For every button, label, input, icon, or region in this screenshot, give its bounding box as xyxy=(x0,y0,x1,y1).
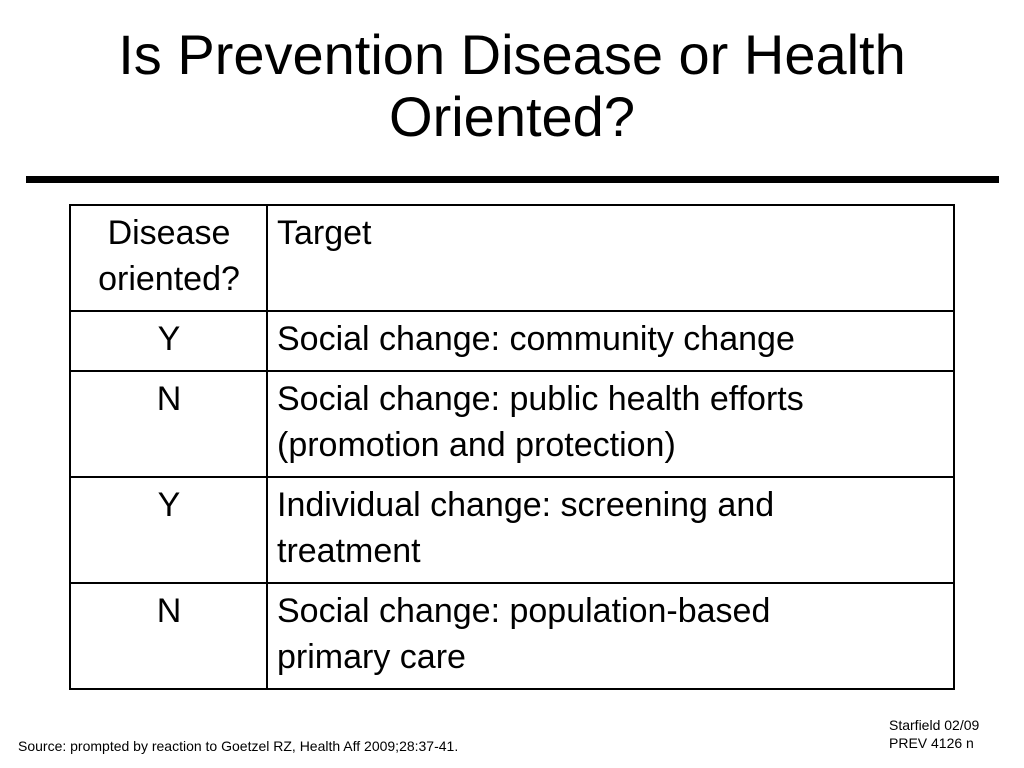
target-line-2: treatment xyxy=(277,532,421,570)
slide-title xyxy=(0,24,1024,148)
prevention-table xyxy=(69,204,955,690)
table-row xyxy=(70,311,954,371)
disease-flag-cell: N xyxy=(70,371,267,477)
target-line-1: Social change: population-based xyxy=(277,592,771,630)
target-cell xyxy=(267,583,954,689)
target-cell xyxy=(267,371,954,477)
table-row xyxy=(70,477,954,583)
header-target: Target xyxy=(267,205,954,311)
header-disease-line-2: oriented? xyxy=(98,260,240,298)
title-line-1: Is Prevention Disease or Health xyxy=(118,23,906,86)
table-row xyxy=(70,583,954,689)
table-row xyxy=(70,371,954,477)
source-note: Source: prompted by reaction to Goetzel RZ, Health Aff 2009;28:37-41. xyxy=(18,738,459,754)
target-line-2: (promotion and protection) xyxy=(277,426,676,464)
table-header-row xyxy=(70,205,954,311)
target-cell xyxy=(267,311,954,371)
target-line-2: primary care xyxy=(277,638,466,676)
header-disease-oriented xyxy=(70,205,267,311)
target-line-1: Social change: community change xyxy=(277,320,795,358)
footer-ref-line-2: PREV 4126 n xyxy=(889,735,974,751)
target-line-1: Individual change: screening and xyxy=(277,486,775,524)
disease-flag-cell: Y xyxy=(70,311,267,371)
title-line-2: Oriented? xyxy=(389,85,635,148)
footer-ref-line-1: Starfield 02/09 xyxy=(889,717,980,733)
disease-flag-cell: Y xyxy=(70,477,267,583)
title-divider xyxy=(26,176,999,183)
target-cell xyxy=(267,477,954,583)
target-line-1: Social change: public health efforts xyxy=(277,380,804,418)
header-disease-line-1: Disease xyxy=(107,214,231,252)
footer-reference xyxy=(889,716,979,752)
disease-flag-cell: N xyxy=(70,583,267,689)
